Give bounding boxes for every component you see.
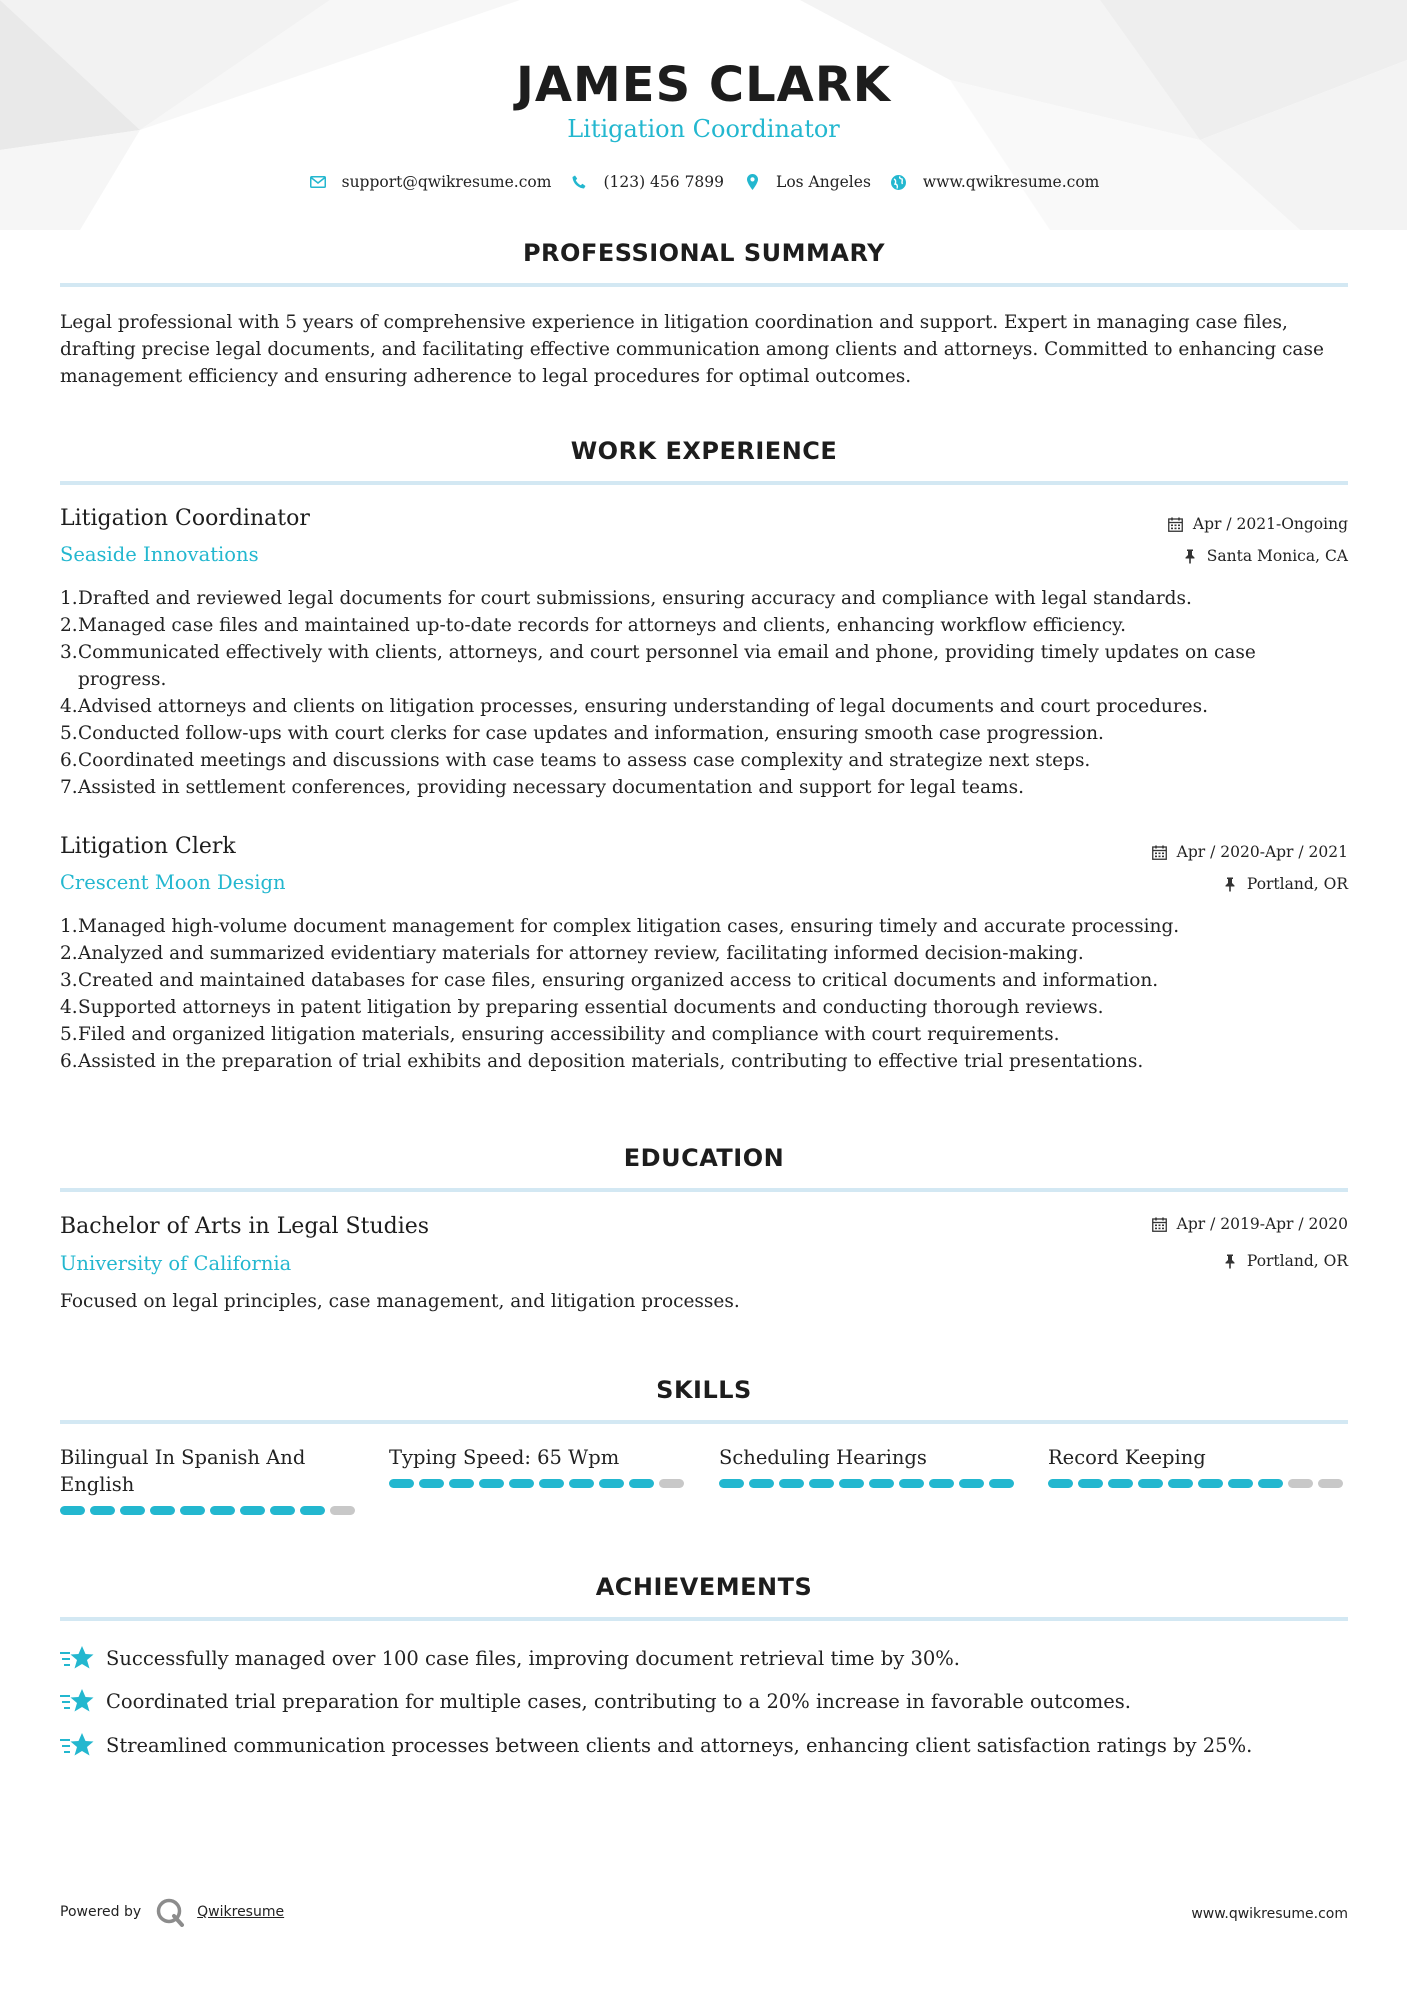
skill-segment-filled — [479, 1479, 504, 1488]
calendar-icon — [1151, 1215, 1169, 1233]
education-location-text: Portland, OR — [1246, 1252, 1348, 1270]
contact-location — [742, 172, 871, 192]
skill-segment-empty — [1288, 1479, 1313, 1488]
skill-segment-filled — [719, 1479, 744, 1488]
skill-segment-filled — [1258, 1479, 1283, 1488]
skill-segment-filled — [749, 1479, 774, 1488]
map-pin-icon — [742, 172, 762, 192]
qwikresume-link[interactable]: Qwikresume — [197, 1904, 285, 1920]
skill-segment-filled — [569, 1479, 594, 1488]
skill-level-bar — [60, 1506, 360, 1515]
skill-level-bar — [389, 1479, 689, 1488]
pushpin-icon — [1221, 1252, 1239, 1270]
skill-segment-filled — [629, 1479, 654, 1488]
list-item: 1. Drafted and reviewed legal documents for court submissions, ensuring accuracy and compliance with legal standards. — [60, 588, 1192, 609]
skill-segment-filled — [389, 1479, 414, 1488]
skill-segment-filled — [869, 1479, 894, 1488]
list-item: 6. Coordinated meetings and discussions with case teams to assess case complexity and strategize next steps. — [60, 750, 1091, 771]
skill-segment-filled — [90, 1506, 115, 1515]
skill-segment-filled — [1138, 1479, 1163, 1488]
skill-segment-filled — [1198, 1479, 1223, 1488]
skill-name: Record Keeping — [1048, 1446, 1206, 1469]
contact-email-text: support@qwikresume.com — [341, 173, 552, 191]
skill-segment-empty — [330, 1506, 355, 1515]
achievement-item — [60, 1730, 1252, 1760]
job-dates — [1151, 843, 1348, 861]
list-item: 6. Assisted in the preparation of trial exhibits and deposition materials, contributing to effective trial presentations. — [60, 1051, 1144, 1072]
envelope-icon — [308, 172, 328, 192]
summary-text: Legal professional with 5 years of comprehensive experience in litigation coordination and support. Expert in managing case files, drafting precise legal documents, and facilitating effective communication among clients and attorneys. Committed to enhancing case management efficiency and ensuring adherence to legal procedures for optimal outcomes. — [60, 312, 1324, 387]
skill-segment-filled — [1228, 1479, 1253, 1488]
skill-name: Typing Speed: 65 Wpm — [389, 1446, 620, 1469]
achievement-item — [60, 1643, 960, 1673]
education-divider — [60, 1188, 1348, 1192]
skill-segment-filled — [989, 1479, 1014, 1488]
skill-segment-filled — [60, 1506, 85, 1515]
achievements-heading: ACHIEVEMENTS — [595, 1573, 813, 1601]
education-description: Focused on legal principles, case management, and litigation processes. — [60, 1291, 740, 1312]
skill-item — [719, 1444, 1019, 1488]
skills-heading: SKILLS — [656, 1376, 752, 1404]
list-item: 4. Advised attorneys and clients on litigation processes, ensuring understanding of legal documents and court procedures. — [60, 696, 1209, 717]
skill-segment-empty — [1318, 1479, 1343, 1488]
skill-name: Bilingual In Spanish And English — [60, 1446, 306, 1496]
skill-segment-filled — [899, 1479, 924, 1488]
education-dates-text: Apr / 2019-Apr / 2020 — [1176, 1215, 1348, 1233]
job-dates-text: Apr / 2021-Ongoing — [1192, 515, 1348, 533]
footer-url[interactable]: www.qwikresume.com — [1191, 1906, 1348, 1922]
skill-segment-filled — [599, 1479, 624, 1488]
skill-segment-filled — [1168, 1479, 1193, 1488]
skill-item — [389, 1444, 689, 1488]
calendar-icon — [1167, 515, 1185, 533]
skill-segment-filled — [1078, 1479, 1103, 1488]
education-school: University of California — [60, 1252, 292, 1275]
achievement-text: Streamlined communication processes between clients and attorneys, enhancing client satisfaction ratings by 25%. — [106, 1733, 1253, 1757]
skill-level-bar — [1048, 1479, 1348, 1488]
phone-icon — [569, 172, 589, 192]
contact-location-text: Los Angeles — [776, 173, 871, 191]
job-location — [1221, 875, 1348, 893]
powered-by-label: Powered by — [60, 1904, 142, 1920]
job-dates — [1167, 515, 1348, 533]
skill-segment-filled — [180, 1506, 205, 1515]
list-item: 3. Communicated effectively with clients, attorneys, and court personnel via email and phone, providing timely updates on case progress. — [60, 642, 1256, 690]
job-responsibilities — [60, 585, 1350, 801]
education-heading: EDUCATION — [623, 1144, 785, 1172]
skill-segment-empty — [659, 1479, 684, 1488]
skill-segment-filled — [929, 1479, 954, 1488]
qwikresume-logo-icon — [155, 1897, 185, 1927]
candidate-role: Litigation Coordinator — [567, 115, 840, 144]
skill-segment-filled — [240, 1506, 265, 1515]
job-location-text: Portland, OR — [1246, 875, 1348, 893]
contact-website-text: www.qwikresume.com — [922, 173, 1100, 191]
skill-segment-filled — [809, 1479, 834, 1488]
skill-segment-filled — [509, 1479, 534, 1488]
skill-name: Scheduling Hearings — [719, 1446, 927, 1469]
job-company: Crescent Moon Design — [60, 871, 286, 894]
list-item: 5. Conducted follow-ups with court clerks for case updates and information, ensuring smooth case progression. — [60, 723, 1104, 744]
job-title: Litigation Clerk — [60, 834, 236, 859]
list-item: 5. Filed and organized litigation materials, ensuring accessibility and compliance with court requirements. — [60, 1024, 1060, 1045]
contact-phone-text: (123) 456 7899 — [603, 173, 725, 191]
achievement-item — [60, 1686, 1131, 1716]
education-location — [1221, 1252, 1348, 1270]
list-item: 2. Analyzed and summarized evidentiary materials for attorney review, facilitating informed decision-making. — [60, 943, 1084, 964]
experience-heading: WORK EXPERIENCE — [570, 437, 838, 465]
skill-segment-filled — [419, 1479, 444, 1488]
skill-segment-filled — [120, 1506, 145, 1515]
skill-segment-filled — [150, 1506, 175, 1515]
star-icon — [60, 1643, 94, 1673]
skill-segment-filled — [1048, 1479, 1073, 1488]
skill-segment-filled — [449, 1479, 474, 1488]
skill-segment-filled — [270, 1506, 295, 1515]
education-dates — [1151, 1215, 1348, 1233]
skill-item — [1048, 1444, 1348, 1488]
skill-item — [60, 1444, 360, 1515]
contact-phone[interactable] — [569, 172, 724, 192]
pushpin-icon — [1221, 875, 1239, 893]
contact-bar — [0, 172, 1407, 192]
skill-segment-filled — [779, 1479, 804, 1488]
job-responsibilities — [60, 913, 1350, 1075]
list-item: 3. Created and maintained databases for case files, ensuring organized access to critical documents and information. — [60, 970, 1159, 991]
star-icon — [60, 1686, 94, 1716]
star-icon — [60, 1730, 94, 1760]
calendar-icon — [1151, 843, 1169, 861]
skill-level-bar — [719, 1479, 1019, 1488]
skill-segment-filled — [210, 1506, 235, 1515]
job-dates-text: Apr / 2020-Apr / 2021 — [1176, 843, 1348, 861]
skills-divider — [60, 1420, 1348, 1424]
skill-segment-filled — [539, 1479, 564, 1488]
skill-segment-filled — [300, 1506, 325, 1515]
skill-segment-filled — [839, 1479, 864, 1488]
job-company: Seaside Innovations — [60, 543, 259, 566]
summary-divider — [60, 283, 1348, 287]
job-location-text: Santa Monica, CA — [1206, 547, 1348, 565]
job-location — [1181, 547, 1348, 565]
candidate-name: JAMES CLARK — [516, 57, 891, 113]
resume-header — [0, 58, 1407, 143]
summary-heading: PROFESSIONAL SUMMARY — [522, 239, 886, 267]
globe-icon — [889, 172, 909, 192]
achievement-text: Successfully managed over 100 case files, improving document retrieval time by 30%. — [106, 1646, 961, 1670]
achievements-divider — [60, 1617, 1348, 1621]
list-item: 2. Managed case files and maintained up-to-date records for attorneys and clients, enhancing workflow efficiency. — [60, 615, 1127, 636]
skill-segment-filled — [959, 1479, 984, 1488]
contact-website[interactable] — [889, 172, 1099, 192]
list-item: 4. Supported attorneys in patent litigation by preparing essential documents and conducting thorough reviews. — [60, 997, 1104, 1018]
list-item: 1. Managed high-volume document management for complex litigation cases, ensuring timely and accurate processing. — [60, 916, 1180, 937]
list-item: 7. Assisted in settlement conferences, providing necessary documentation and support for legal teams. — [60, 777, 1024, 798]
education-degree: Bachelor of Arts in Legal Studies — [60, 1214, 430, 1239]
skill-segment-filled — [1108, 1479, 1133, 1488]
achievement-text: Coordinated trial preparation for multiple cases, contributing to a 20% increase in favorable outcomes. — [106, 1689, 1131, 1713]
experience-divider — [60, 481, 1348, 485]
contact-email[interactable] — [308, 172, 552, 192]
footer-powered-by — [60, 1897, 284, 1927]
job-title: Litigation Coordinator — [60, 506, 310, 531]
pushpin-icon — [1181, 547, 1199, 565]
